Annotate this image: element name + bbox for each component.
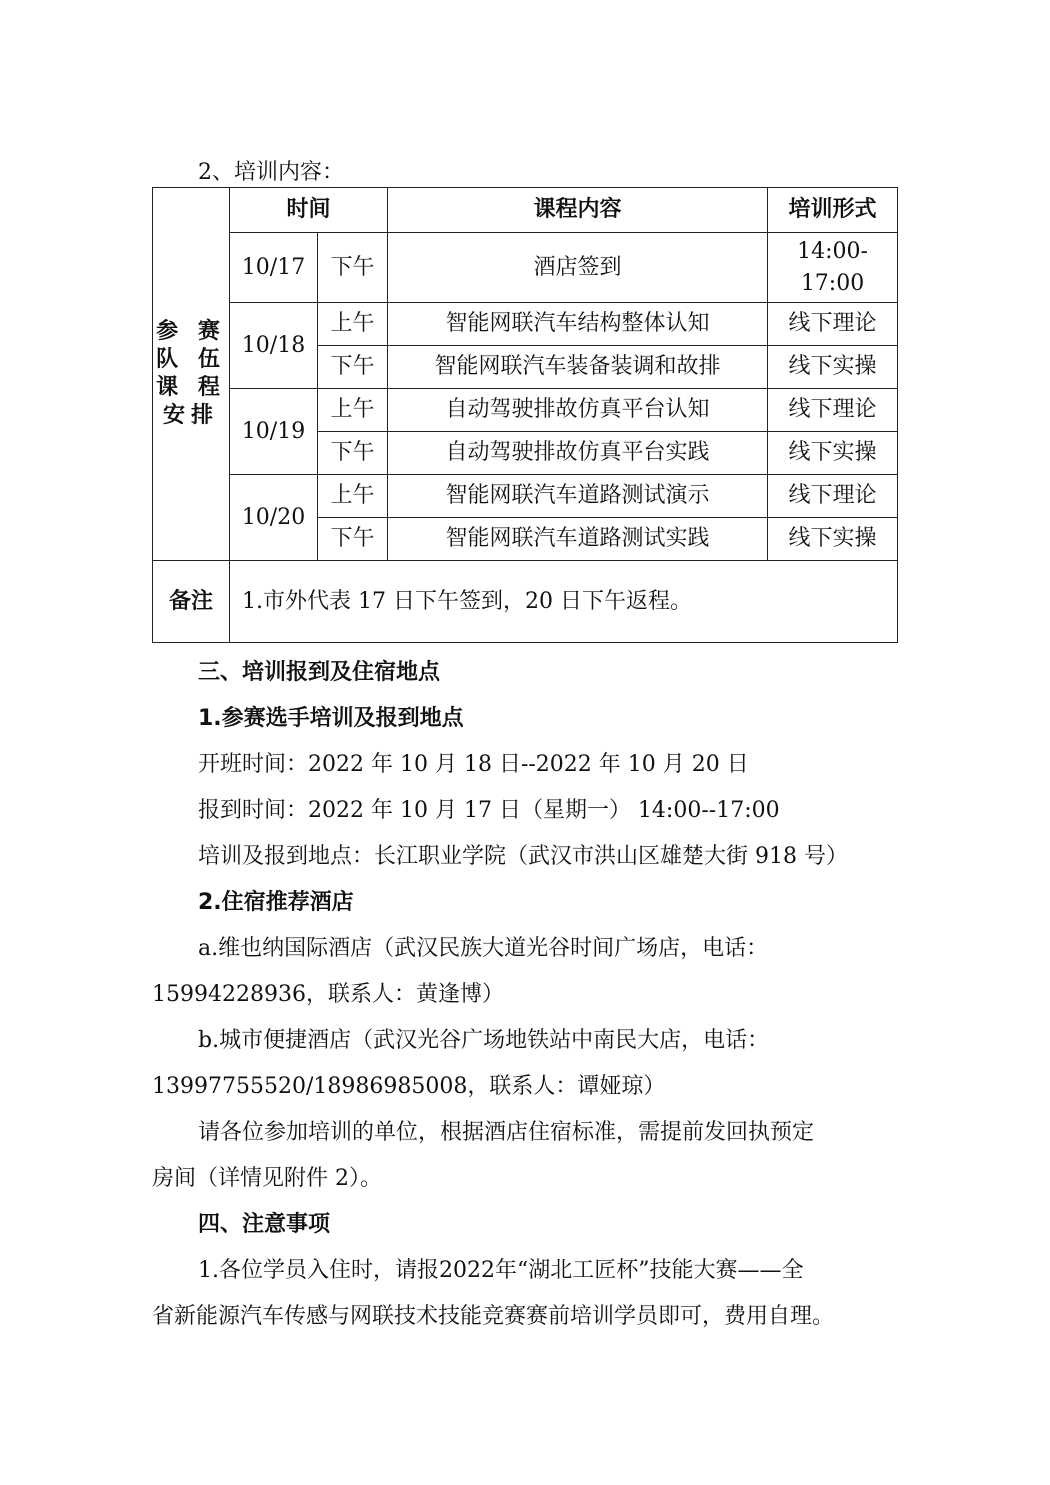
content-cell: 酒店签到 xyxy=(388,233,768,303)
section3-sub1: 1.参赛选手培训及报到地点 xyxy=(198,706,464,731)
open-time-line: 开班时间：2022 年 10 月 18 日--2022 年 10 月 20 日 xyxy=(198,752,749,777)
report-time-line: 报到时间：2022 年 10 月 17 日（星期一） 14:00--17:00 xyxy=(198,798,780,823)
content-cell: 自动驾驶排故仿真平台认知 xyxy=(388,389,768,432)
header-content: 课程内容 xyxy=(388,188,768,233)
notice-item1-line1: 1.各位学员入住时，请报2022年“湖北工匠杯”技能大赛——全 xyxy=(198,1258,804,1283)
form-cell: 线下实操 xyxy=(768,432,898,475)
table-row xyxy=(153,233,898,303)
table-row xyxy=(153,303,898,346)
form-cell: 线下理论 xyxy=(768,303,898,346)
period-cell: 上午 xyxy=(318,389,388,432)
period-cell: 下午 xyxy=(318,432,388,475)
form-cell: 线下实操 xyxy=(768,518,898,561)
request-line1: 请各位参加培训的单位，根据酒店住宿标准，需提前发回执预定 xyxy=(198,1120,815,1145)
notice-item1-line2: 省新能源汽车传感与网联技术技能竞赛赛前培训学员即可，费用自理。 xyxy=(152,1304,835,1329)
hotel-b-line1: b.城市便捷酒店（武汉光谷广场地铁站中南民大店，电话： xyxy=(198,1028,770,1053)
form-cell: 线下理论 xyxy=(768,389,898,432)
section3-title: 三、培训报到及住宿地点 xyxy=(198,660,441,685)
period-cell: 下午 xyxy=(318,518,388,561)
schedule-table xyxy=(152,187,898,643)
side-label: 参 赛 队 伍 课 程 安排 xyxy=(153,188,230,561)
content-cell: 自动驾驶排故仿真平台实践 xyxy=(388,432,768,475)
period-cell: 上午 xyxy=(318,303,388,346)
table-row xyxy=(153,475,898,518)
period-cell: 下午 xyxy=(318,346,388,389)
content-cell: 智能网联汽车装备装调和故排 xyxy=(388,346,768,389)
form-cell: 线下理论 xyxy=(768,475,898,518)
form-cell: 线下实操 xyxy=(768,346,898,389)
section2-title: 2、培训内容： xyxy=(198,160,344,185)
period-cell: 上午 xyxy=(318,475,388,518)
form-cell: 14:00- 17:00 xyxy=(768,233,898,303)
note-row xyxy=(153,561,898,643)
note-text: 1.市外代表 17 日下午签到，20 日下午返程。 xyxy=(230,561,898,643)
date-cell: 10/17 xyxy=(230,233,318,303)
hotel-a-line2: 15994228936，联系人：黄逢博） xyxy=(152,982,504,1007)
report-place-line: 培训及报到地点：长江职业学院（武汉市洪山区雄楚大街 918 号） xyxy=(198,844,848,869)
note-label: 备注 xyxy=(153,561,230,643)
content-cell: 智能网联汽车道路测试演示 xyxy=(388,475,768,518)
hotel-a-line1: a.维也纳国际酒店（武汉民族大道光谷时间广场店，电话： xyxy=(198,936,769,961)
request-line2: 房间（详情见附件 2）。 xyxy=(152,1166,382,1191)
content-cell: 智能网联汽车结构整体认知 xyxy=(388,303,768,346)
table-header-row xyxy=(153,188,898,233)
header-time: 时间 xyxy=(230,188,388,233)
section4-title: 四、注意事项 xyxy=(198,1212,331,1237)
date-cell: 10/18 xyxy=(230,303,318,389)
content-cell: 智能网联汽车道路测试实践 xyxy=(388,518,768,561)
period-cell: 下午 xyxy=(318,233,388,303)
date-cell: 10/20 xyxy=(230,475,318,561)
date-cell: 10/19 xyxy=(230,389,318,475)
table-row xyxy=(153,389,898,432)
hotel-b-line2: 13997755520/18986985008，联系人：谭娅琼） xyxy=(152,1074,666,1099)
section3-sub2: 2.住宿推荐酒店 xyxy=(198,890,354,915)
header-form: 培训形式 xyxy=(768,188,898,233)
